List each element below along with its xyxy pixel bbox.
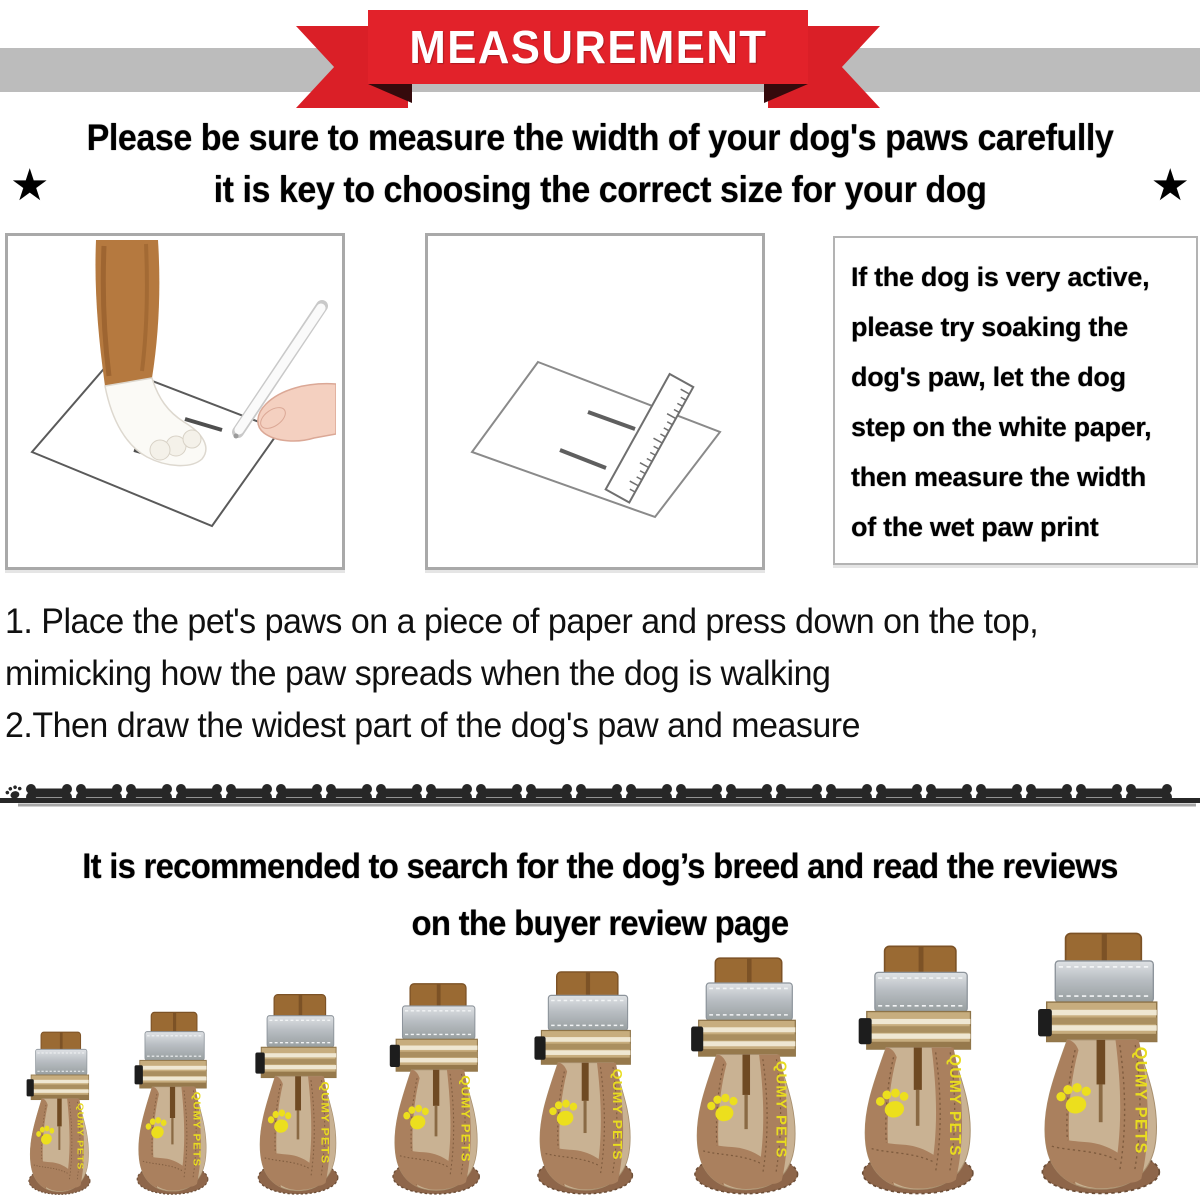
dog-boot — [515, 969, 654, 1196]
dog-boot — [1014, 930, 1186, 1196]
star-icon: ★ — [10, 161, 50, 210]
dog-boot-illustration — [836, 943, 998, 1196]
dog-boot-illustration — [670, 955, 821, 1196]
recommendation-line-1: It is recommended to search for the dog’s breed and read the reviews — [82, 847, 1118, 886]
boot-logo-text: QUMY PETS — [190, 1091, 202, 1168]
bone-divider — [0, 780, 1200, 810]
dog-boot — [14, 1030, 104, 1196]
dog-boot-illustration — [515, 969, 654, 1196]
banner-title: MEASUREMENT — [408, 21, 768, 73]
dog-boot — [670, 955, 821, 1196]
dog-boot-illustration — [239, 992, 356, 1196]
boot-logo-text: QUMY PETS — [319, 1081, 333, 1165]
dog-boot — [239, 992, 356, 1196]
dog-boot-illustration — [1014, 930, 1186, 1196]
boot-logo-text: QUMY PETS — [75, 1102, 86, 1171]
tip-box — [833, 236, 1198, 565]
star-icon: ★ — [1150, 161, 1190, 210]
tip-line: of the wet paw print — [851, 512, 1099, 542]
instruction-line-3: 2.Then draw the widest part of the dog's paw and measure — [5, 706, 860, 745]
recommendation-line-2: on the buyer review page — [411, 904, 789, 943]
ruler-measure-box — [425, 233, 765, 570]
tip-line: step on the white paper, — [851, 412, 1152, 442]
tip-line: If the dog is very active, — [851, 262, 1150, 292]
dog-boot-illustration — [14, 1030, 104, 1196]
dog-boot — [120, 1010, 224, 1196]
instruction-line-1: 1. Place the pet's paws on a piece of paper and press down on the top, — [5, 602, 1039, 641]
tip-line: then measure the width — [851, 462, 1146, 492]
dog-boot — [836, 943, 998, 1196]
paw-measure-illustration — [8, 236, 336, 561]
heading — [0, 112, 1200, 216]
instructions — [5, 596, 1200, 752]
boot-logo-text: QUMY PETS — [946, 1053, 964, 1157]
dog-boot-illustration — [372, 981, 499, 1196]
boot-logo-text: QUMY PETS — [772, 1060, 788, 1159]
paw-measure-box — [5, 233, 345, 570]
tip-line: dog's paw, let the dog — [851, 362, 1126, 392]
heading-line-2: it is key to choosing the correct size for your dog — [213, 169, 987, 210]
ruler-paper-illustration — [428, 236, 756, 561]
boot-logo-text: QUMY PETS — [458, 1075, 473, 1163]
tip-line: please try soaking the — [851, 312, 1129, 342]
boot-logo-text: QUMY PETS — [609, 1068, 625, 1161]
boots-row — [0, 926, 1200, 1196]
instruction-line-2: mimicking how the paw spreads when the dog is walking — [5, 654, 831, 693]
heading-line-1: Please be sure to measure the width of your dog's paws carefully — [86, 117, 1114, 158]
dog-boot-illustration — [120, 1010, 224, 1196]
dog-boot — [372, 981, 499, 1196]
ribbon-banner — [368, 10, 808, 84]
boot-logo-text: QUMY PETS — [1131, 1046, 1150, 1155]
